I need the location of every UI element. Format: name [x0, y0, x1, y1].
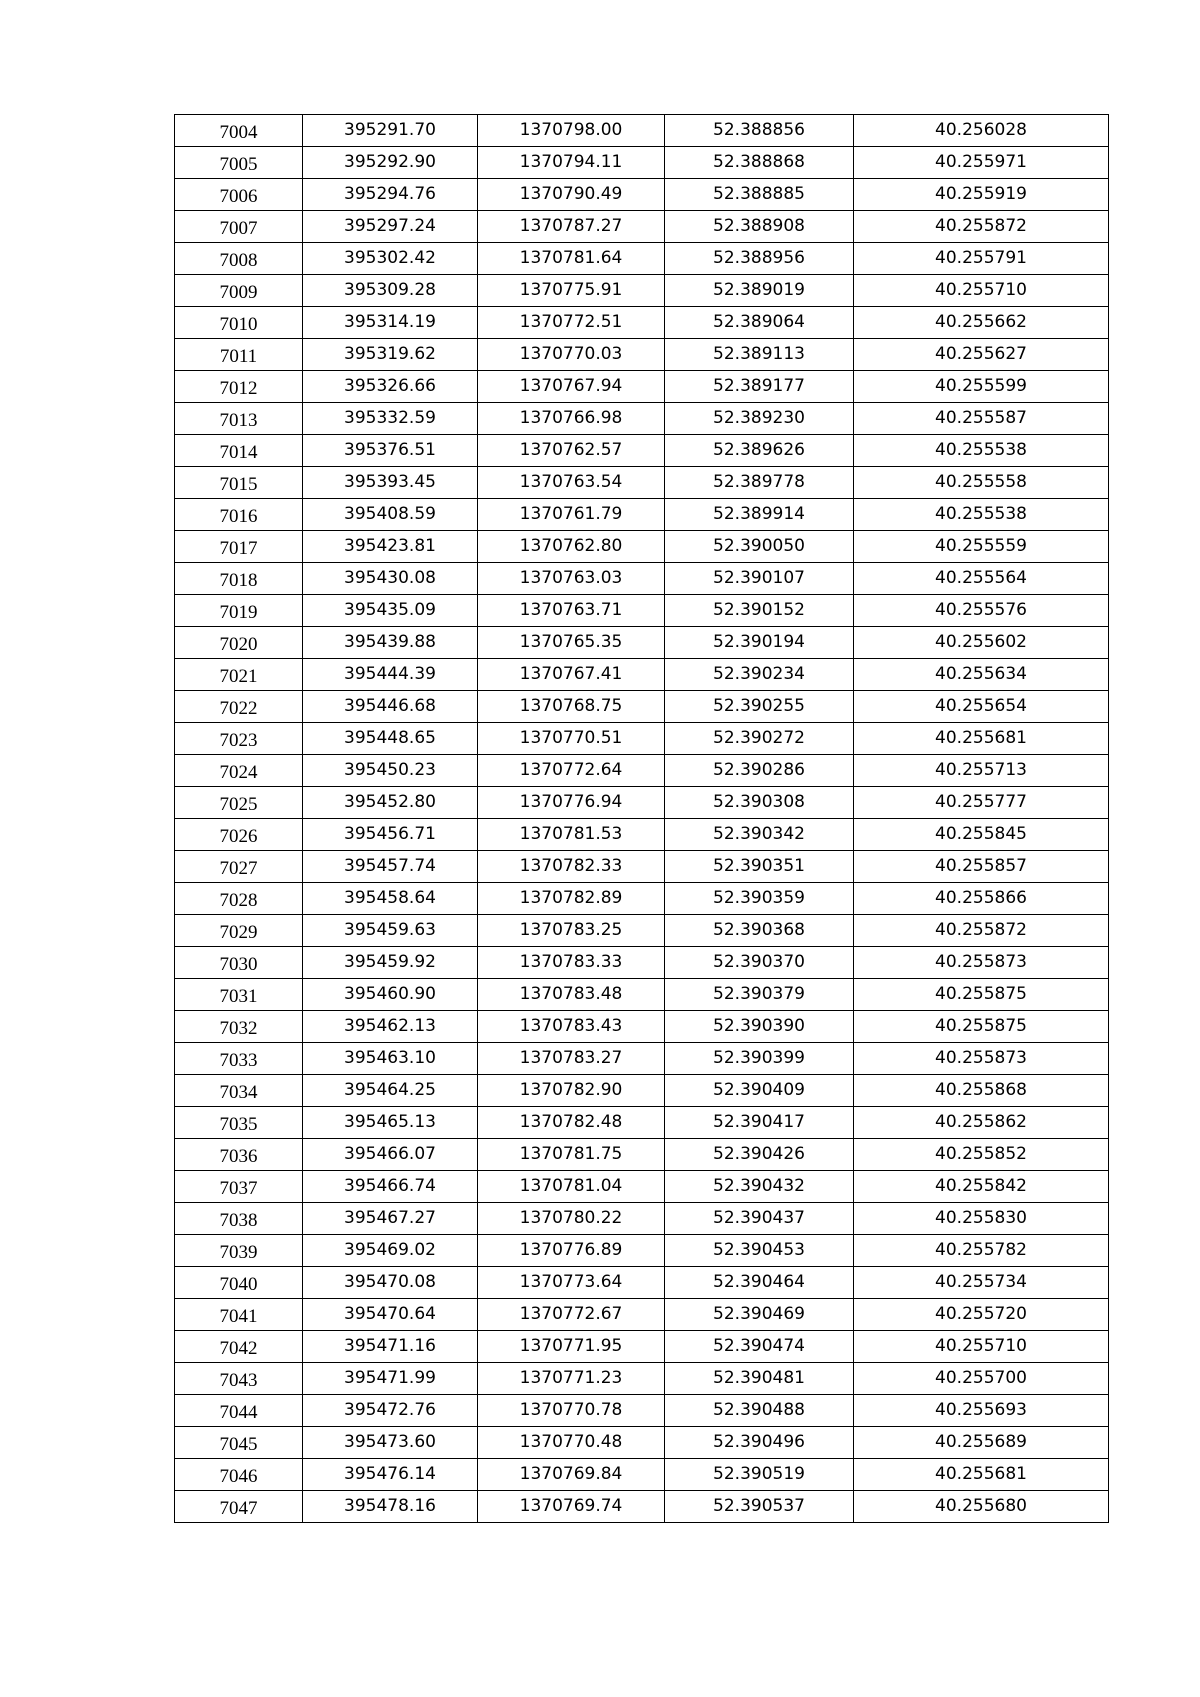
table-row — [175, 851, 1109, 883]
cell-y-coordinate: 1370761.79 — [478, 499, 665, 531]
cell-longitude: 52.388885 — [665, 179, 854, 211]
cell-longitude: 52.390390 — [665, 1011, 854, 1043]
table-row — [175, 1107, 1109, 1139]
cell-longitude: 52.389177 — [665, 371, 854, 403]
cell-y-coordinate: 1370762.57 — [478, 435, 665, 467]
cell-y-coordinate: 1370770.78 — [478, 1395, 665, 1427]
cell-y-coordinate: 1370765.35 — [478, 627, 665, 659]
table-row — [175, 1171, 1109, 1203]
cell-x-coordinate: 395462.13 — [303, 1011, 478, 1043]
table-row — [175, 467, 1109, 499]
cell-latitude: 40.255689 — [854, 1427, 1109, 1459]
cell-longitude: 52.390368 — [665, 915, 854, 947]
cell-y-coordinate: 1370781.64 — [478, 243, 665, 275]
cell-x-coordinate: 395470.08 — [303, 1267, 478, 1299]
cell-x-coordinate: 395314.19 — [303, 307, 478, 339]
table-row — [175, 147, 1109, 179]
cell-point-id: 7023 — [175, 723, 303, 755]
cell-x-coordinate: 395319.62 — [303, 339, 478, 371]
cell-longitude: 52.389064 — [665, 307, 854, 339]
cell-x-coordinate: 395435.09 — [303, 595, 478, 627]
cell-point-id: 7031 — [175, 979, 303, 1011]
table-row — [175, 1331, 1109, 1363]
cell-longitude: 52.390152 — [665, 595, 854, 627]
table-row — [175, 1075, 1109, 1107]
cell-y-coordinate: 1370772.67 — [478, 1299, 665, 1331]
cell-x-coordinate: 395457.74 — [303, 851, 478, 883]
table-row — [175, 435, 1109, 467]
cell-x-coordinate: 395464.25 — [303, 1075, 478, 1107]
table-row — [175, 1235, 1109, 1267]
table-row — [175, 1395, 1109, 1427]
cell-point-id: 7008 — [175, 243, 303, 275]
table-row — [175, 883, 1109, 915]
cell-longitude: 52.389113 — [665, 339, 854, 371]
cell-y-coordinate: 1370782.90 — [478, 1075, 665, 1107]
cell-point-id: 7037 — [175, 1171, 303, 1203]
cell-x-coordinate: 395476.14 — [303, 1459, 478, 1491]
table-row — [175, 1427, 1109, 1459]
cell-x-coordinate: 395463.10 — [303, 1043, 478, 1075]
cell-y-coordinate: 1370768.75 — [478, 691, 665, 723]
table-row — [175, 1363, 1109, 1395]
cell-point-id: 7010 — [175, 307, 303, 339]
table-row — [175, 659, 1109, 691]
cell-latitude: 40.255559 — [854, 531, 1109, 563]
table-row — [175, 531, 1109, 563]
cell-x-coordinate: 395393.45 — [303, 467, 478, 499]
cell-x-coordinate: 395376.51 — [303, 435, 478, 467]
cell-point-id: 7040 — [175, 1267, 303, 1299]
cell-x-coordinate: 395456.71 — [303, 819, 478, 851]
cell-latitude: 40.255777 — [854, 787, 1109, 819]
cell-y-coordinate: 1370763.71 — [478, 595, 665, 627]
cell-y-coordinate: 1370766.98 — [478, 403, 665, 435]
cell-latitude: 40.255872 — [854, 915, 1109, 947]
cell-point-id: 7046 — [175, 1459, 303, 1491]
cell-point-id: 7041 — [175, 1299, 303, 1331]
table-row — [175, 275, 1109, 307]
cell-point-id: 7030 — [175, 947, 303, 979]
cell-latitude: 40.255857 — [854, 851, 1109, 883]
cell-latitude: 40.255680 — [854, 1491, 1109, 1523]
cell-longitude: 52.388868 — [665, 147, 854, 179]
cell-latitude: 40.255830 — [854, 1203, 1109, 1235]
cell-latitude: 40.255634 — [854, 659, 1109, 691]
cell-y-coordinate: 1370776.94 — [478, 787, 665, 819]
cell-x-coordinate: 395465.13 — [303, 1107, 478, 1139]
table-row — [175, 1459, 1109, 1491]
cell-y-coordinate: 1370769.74 — [478, 1491, 665, 1523]
table-row — [175, 371, 1109, 403]
cell-point-id: 7043 — [175, 1363, 303, 1395]
cell-x-coordinate: 395448.65 — [303, 723, 478, 755]
cell-x-coordinate: 395459.92 — [303, 947, 478, 979]
cell-x-coordinate: 395472.76 — [303, 1395, 478, 1427]
cell-latitude: 40.255919 — [854, 179, 1109, 211]
table-row — [175, 595, 1109, 627]
cell-point-id: 7022 — [175, 691, 303, 723]
cell-point-id: 7016 — [175, 499, 303, 531]
table-row — [175, 1043, 1109, 1075]
table-row — [175, 403, 1109, 435]
cell-x-coordinate: 395469.02 — [303, 1235, 478, 1267]
cell-x-coordinate: 395471.16 — [303, 1331, 478, 1363]
cell-latitude: 40.255538 — [854, 499, 1109, 531]
cell-latitude: 40.255872 — [854, 211, 1109, 243]
cell-x-coordinate: 395430.08 — [303, 563, 478, 595]
cell-longitude: 52.388856 — [665, 115, 854, 147]
cell-y-coordinate: 1370781.04 — [478, 1171, 665, 1203]
cell-x-coordinate: 395408.59 — [303, 499, 478, 531]
cell-longitude: 52.390464 — [665, 1267, 854, 1299]
table-row — [175, 755, 1109, 787]
cell-x-coordinate: 395471.99 — [303, 1363, 478, 1395]
cell-latitude: 40.255700 — [854, 1363, 1109, 1395]
table-row — [175, 691, 1109, 723]
cell-longitude: 52.390272 — [665, 723, 854, 755]
cell-longitude: 52.389778 — [665, 467, 854, 499]
cell-y-coordinate: 1370772.51 — [478, 307, 665, 339]
cell-point-id: 7013 — [175, 403, 303, 435]
cell-point-id: 7039 — [175, 1235, 303, 1267]
cell-latitude: 40.255720 — [854, 1299, 1109, 1331]
cell-longitude: 52.390519 — [665, 1459, 854, 1491]
table-row — [175, 115, 1109, 147]
cell-point-id: 7025 — [175, 787, 303, 819]
table-row — [175, 307, 1109, 339]
table-row — [175, 339, 1109, 371]
cell-y-coordinate: 1370771.23 — [478, 1363, 665, 1395]
cell-longitude: 52.390437 — [665, 1203, 854, 1235]
cell-x-coordinate: 395297.24 — [303, 211, 478, 243]
cell-point-id: 7012 — [175, 371, 303, 403]
cell-point-id: 7033 — [175, 1043, 303, 1075]
cell-y-coordinate: 1370772.64 — [478, 755, 665, 787]
cell-point-id: 7045 — [175, 1427, 303, 1459]
cell-latitude: 40.255576 — [854, 595, 1109, 627]
cell-y-coordinate: 1370794.11 — [478, 147, 665, 179]
cell-longitude: 52.390050 — [665, 531, 854, 563]
cell-point-id: 7009 — [175, 275, 303, 307]
cell-longitude: 52.390409 — [665, 1075, 854, 1107]
table-row — [175, 499, 1109, 531]
table-row — [175, 179, 1109, 211]
cell-longitude: 52.390342 — [665, 819, 854, 851]
cell-latitude: 40.255681 — [854, 723, 1109, 755]
cell-y-coordinate: 1370782.89 — [478, 883, 665, 915]
cell-x-coordinate: 395473.60 — [303, 1427, 478, 1459]
cell-latitude: 40.255662 — [854, 307, 1109, 339]
cell-longitude: 52.390417 — [665, 1107, 854, 1139]
cell-y-coordinate: 1370780.22 — [478, 1203, 665, 1235]
cell-latitude: 40.255873 — [854, 1043, 1109, 1075]
cell-longitude: 52.390308 — [665, 787, 854, 819]
cell-y-coordinate: 1370782.48 — [478, 1107, 665, 1139]
cell-y-coordinate: 1370763.54 — [478, 467, 665, 499]
cell-latitude: 40.255587 — [854, 403, 1109, 435]
cell-longitude: 52.390537 — [665, 1491, 854, 1523]
cell-point-id: 7005 — [175, 147, 303, 179]
cell-latitude: 40.255599 — [854, 371, 1109, 403]
cell-longitude: 52.390488 — [665, 1395, 854, 1427]
table-row — [175, 947, 1109, 979]
cell-y-coordinate: 1370787.27 — [478, 211, 665, 243]
cell-y-coordinate: 1370783.43 — [478, 1011, 665, 1043]
cell-y-coordinate: 1370769.84 — [478, 1459, 665, 1491]
cell-longitude: 52.390474 — [665, 1331, 854, 1363]
cell-latitude: 40.255564 — [854, 563, 1109, 595]
cell-latitude: 40.255971 — [854, 147, 1109, 179]
table-row — [175, 1299, 1109, 1331]
cell-x-coordinate: 395326.66 — [303, 371, 478, 403]
table-row — [175, 1267, 1109, 1299]
cell-latitude: 40.255681 — [854, 1459, 1109, 1491]
table-row — [175, 1011, 1109, 1043]
cell-y-coordinate: 1370770.48 — [478, 1427, 665, 1459]
cell-longitude: 52.388908 — [665, 211, 854, 243]
cell-latitude: 40.255875 — [854, 979, 1109, 1011]
cell-latitude: 40.255845 — [854, 819, 1109, 851]
cell-latitude: 40.256028 — [854, 115, 1109, 147]
cell-longitude: 52.390255 — [665, 691, 854, 723]
cell-latitude: 40.255710 — [854, 1331, 1109, 1363]
cell-y-coordinate: 1370763.03 — [478, 563, 665, 595]
cell-latitude: 40.255713 — [854, 755, 1109, 787]
cell-latitude: 40.255538 — [854, 435, 1109, 467]
cell-point-id: 7021 — [175, 659, 303, 691]
cell-latitude: 40.255842 — [854, 1171, 1109, 1203]
cell-y-coordinate: 1370783.48 — [478, 979, 665, 1011]
cell-latitude: 40.255782 — [854, 1235, 1109, 1267]
cell-longitude: 52.390432 — [665, 1171, 854, 1203]
cell-latitude: 40.255710 — [854, 275, 1109, 307]
cell-point-id: 7028 — [175, 883, 303, 915]
cell-x-coordinate: 395460.90 — [303, 979, 478, 1011]
cell-longitude: 52.390469 — [665, 1299, 854, 1331]
cell-latitude: 40.255868 — [854, 1075, 1109, 1107]
cell-latitude: 40.255862 — [854, 1107, 1109, 1139]
cell-point-id: 7024 — [175, 755, 303, 787]
table-row — [175, 723, 1109, 755]
coordinates-table-body — [175, 115, 1109, 1523]
table-row — [175, 787, 1109, 819]
cell-y-coordinate: 1370781.53 — [478, 819, 665, 851]
cell-longitude: 52.388956 — [665, 243, 854, 275]
cell-x-coordinate: 395291.70 — [303, 115, 478, 147]
cell-longitude: 52.390370 — [665, 947, 854, 979]
cell-longitude: 52.390399 — [665, 1043, 854, 1075]
cell-x-coordinate: 395294.76 — [303, 179, 478, 211]
cell-longitude: 52.390234 — [665, 659, 854, 691]
cell-y-coordinate: 1370783.25 — [478, 915, 665, 947]
table-row — [175, 627, 1109, 659]
cell-y-coordinate: 1370783.27 — [478, 1043, 665, 1075]
cell-latitude: 40.255875 — [854, 1011, 1109, 1043]
cell-latitude: 40.255852 — [854, 1139, 1109, 1171]
cell-latitude: 40.255866 — [854, 883, 1109, 915]
cell-point-id: 7007 — [175, 211, 303, 243]
cell-point-id: 7004 — [175, 115, 303, 147]
cell-x-coordinate: 395292.90 — [303, 147, 478, 179]
cell-longitude: 52.390351 — [665, 851, 854, 883]
table-row — [175, 243, 1109, 275]
cell-point-id: 7038 — [175, 1203, 303, 1235]
table-row — [175, 915, 1109, 947]
cell-latitude: 40.255602 — [854, 627, 1109, 659]
cell-latitude: 40.255734 — [854, 1267, 1109, 1299]
cell-point-id: 7027 — [175, 851, 303, 883]
cell-point-id: 7035 — [175, 1107, 303, 1139]
table-row — [175, 563, 1109, 595]
cell-point-id: 7011 — [175, 339, 303, 371]
cell-longitude: 52.390379 — [665, 979, 854, 1011]
cell-y-coordinate: 1370790.49 — [478, 179, 665, 211]
cell-x-coordinate: 395309.28 — [303, 275, 478, 307]
cell-x-coordinate: 395450.23 — [303, 755, 478, 787]
cell-x-coordinate: 395478.16 — [303, 1491, 478, 1523]
cell-longitude: 52.390107 — [665, 563, 854, 595]
cell-x-coordinate: 395458.64 — [303, 883, 478, 915]
cell-point-id: 7018 — [175, 563, 303, 595]
cell-longitude: 52.390481 — [665, 1363, 854, 1395]
cell-point-id: 7047 — [175, 1491, 303, 1523]
table-row — [175, 979, 1109, 1011]
cell-y-coordinate: 1370798.00 — [478, 115, 665, 147]
cell-point-id: 7032 — [175, 1011, 303, 1043]
table-row — [175, 1139, 1109, 1171]
cell-x-coordinate: 395466.74 — [303, 1171, 478, 1203]
cell-y-coordinate: 1370783.33 — [478, 947, 665, 979]
coordinates-table — [174, 114, 1109, 1523]
cell-y-coordinate: 1370770.03 — [478, 339, 665, 371]
table-row — [175, 211, 1109, 243]
cell-y-coordinate: 1370776.89 — [478, 1235, 665, 1267]
cell-longitude: 52.390453 — [665, 1235, 854, 1267]
cell-latitude: 40.255558 — [854, 467, 1109, 499]
cell-point-id: 7017 — [175, 531, 303, 563]
cell-x-coordinate: 395470.64 — [303, 1299, 478, 1331]
cell-y-coordinate: 1370767.41 — [478, 659, 665, 691]
cell-point-id: 7014 — [175, 435, 303, 467]
cell-x-coordinate: 395459.63 — [303, 915, 478, 947]
cell-longitude: 52.389019 — [665, 275, 854, 307]
cell-latitude: 40.255693 — [854, 1395, 1109, 1427]
cell-y-coordinate: 1370782.33 — [478, 851, 665, 883]
cell-y-coordinate: 1370771.95 — [478, 1331, 665, 1363]
cell-y-coordinate: 1370762.80 — [478, 531, 665, 563]
table-row — [175, 819, 1109, 851]
cell-x-coordinate: 395332.59 — [303, 403, 478, 435]
cell-longitude: 52.389626 — [665, 435, 854, 467]
cell-point-id: 7019 — [175, 595, 303, 627]
cell-y-coordinate: 1370781.75 — [478, 1139, 665, 1171]
table-row — [175, 1491, 1109, 1523]
cell-longitude: 52.389914 — [665, 499, 854, 531]
cell-x-coordinate: 395467.27 — [303, 1203, 478, 1235]
cell-point-id: 7026 — [175, 819, 303, 851]
cell-longitude: 52.390496 — [665, 1427, 854, 1459]
cell-point-id: 7015 — [175, 467, 303, 499]
cell-point-id: 7044 — [175, 1395, 303, 1427]
cell-y-coordinate: 1370770.51 — [478, 723, 665, 755]
cell-longitude: 52.390194 — [665, 627, 854, 659]
cell-x-coordinate: 395423.81 — [303, 531, 478, 563]
cell-point-id: 7042 — [175, 1331, 303, 1363]
cell-x-coordinate: 395446.68 — [303, 691, 478, 723]
cell-y-coordinate: 1370773.64 — [478, 1267, 665, 1299]
cell-point-id: 7034 — [175, 1075, 303, 1107]
cell-y-coordinate: 1370775.91 — [478, 275, 665, 307]
cell-y-coordinate: 1370767.94 — [478, 371, 665, 403]
cell-latitude: 40.255654 — [854, 691, 1109, 723]
cell-longitude: 52.389230 — [665, 403, 854, 435]
cell-latitude: 40.255873 — [854, 947, 1109, 979]
cell-longitude: 52.390426 — [665, 1139, 854, 1171]
cell-x-coordinate: 395452.80 — [303, 787, 478, 819]
cell-longitude: 52.390359 — [665, 883, 854, 915]
cell-latitude: 40.255791 — [854, 243, 1109, 275]
table-row — [175, 1203, 1109, 1235]
cell-x-coordinate: 395302.42 — [303, 243, 478, 275]
cell-x-coordinate: 395444.39 — [303, 659, 478, 691]
cell-latitude: 40.255627 — [854, 339, 1109, 371]
cell-point-id: 7029 — [175, 915, 303, 947]
cell-longitude: 52.390286 — [665, 755, 854, 787]
cell-point-id: 7006 — [175, 179, 303, 211]
cell-x-coordinate: 395466.07 — [303, 1139, 478, 1171]
cell-x-coordinate: 395439.88 — [303, 627, 478, 659]
cell-point-id: 7036 — [175, 1139, 303, 1171]
cell-point-id: 7020 — [175, 627, 303, 659]
